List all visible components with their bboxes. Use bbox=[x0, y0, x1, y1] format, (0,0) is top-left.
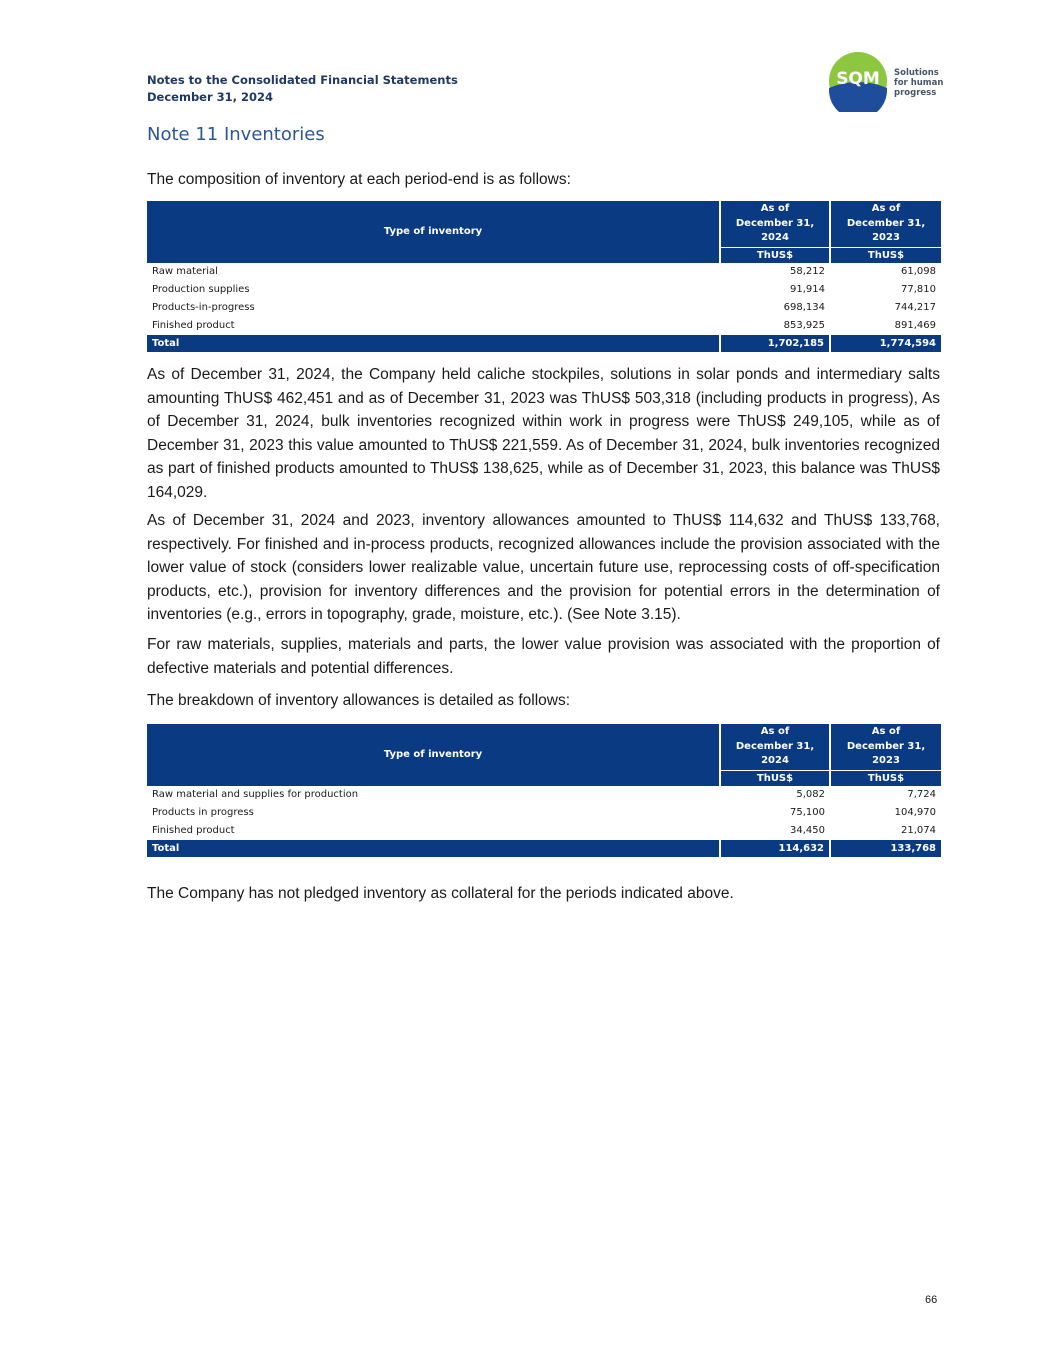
logo-tagline-line-2: for human bbox=[894, 78, 944, 88]
col-2023-line-2: December 31, bbox=[846, 217, 926, 229]
row-label: Products in progress bbox=[152, 806, 254, 818]
unit-2023-header: ThUS$ bbox=[830, 770, 941, 786]
col-2023-line-2: December 31, bbox=[846, 740, 926, 752]
logo-tagline-line-3: progress bbox=[894, 88, 937, 98]
col-2024-line-3: 2024 bbox=[761, 755, 789, 766]
value-2023: 77,810 bbox=[901, 283, 936, 295]
col-2023-header bbox=[830, 201, 941, 247]
logo-tagline-line-1: Solutions bbox=[894, 68, 939, 78]
value-2023: 21,074 bbox=[901, 824, 936, 836]
type-column-header: Type of inventory bbox=[147, 201, 720, 263]
col-2024-line-2: December 31, bbox=[735, 740, 815, 752]
total-label: Total bbox=[147, 335, 720, 352]
table-row bbox=[147, 317, 941, 335]
type-column-header: Type of inventory bbox=[147, 724, 720, 786]
header-date: December 31, 2024 bbox=[147, 90, 274, 104]
table-row bbox=[147, 299, 941, 317]
unit-2024-header: ThUS$ bbox=[720, 770, 830, 786]
col-2024-header bbox=[720, 201, 830, 247]
inventory-allowances-table bbox=[147, 724, 941, 857]
paragraph-raw-materials: For raw materials, supplies, materials and parts, the lower value provision was associated with the proportion of defective materials and potential differences. bbox=[147, 636, 940, 677]
logo-tagline bbox=[894, 68, 943, 98]
row-label: Raw material bbox=[152, 265, 218, 277]
sqm-logo-mark bbox=[828, 50, 892, 112]
total-2024: 114,632 bbox=[720, 840, 830, 857]
value-2023: 104,970 bbox=[894, 806, 936, 818]
table-row bbox=[147, 822, 941, 840]
total-row bbox=[147, 840, 941, 857]
table-row bbox=[147, 263, 941, 281]
value-2024: 58,212 bbox=[790, 265, 825, 277]
col-2023-line-1: As of bbox=[871, 203, 901, 214]
sqm-logo bbox=[828, 50, 946, 112]
value-2024: 34,450 bbox=[790, 824, 825, 836]
paragraph-allowances: As of December 31, 2024 and 2023, inventory allowances amounted to ThUS$ 114,632 and ThUS$ 133,768, respectively. For finished and in-process products, recognized allowances include the provision associated with the lower value of stock (considers lower realizable value, uncertain future use, reprocessing costs of off-specification products, etc.), provision for inventory differences and the provision for potential errors in the determination of inventories (e.g., errors in topography, grade, moisture, etc.). (See Note 3.15). bbox=[147, 512, 940, 623]
logo-mark-text: SQM bbox=[836, 69, 880, 89]
row-label: Production supplies bbox=[152, 283, 250, 295]
unit-2024-header: ThUS$ bbox=[720, 247, 830, 263]
value-2024: 5,082 bbox=[796, 788, 825, 800]
paragraph-breakdown-intro: The breakdown of inventory allowances is detailed as follows: bbox=[147, 692, 571, 709]
paragraph-stockpiles: As of December 31, 2024, the Company held caliche stockpiles, solutions in solar ponds and intermediary salts amounting ThUS$ 462,451 and as of December 31, 2023 was ThUS$ 503,318 (including products in progress), As of December 31, 2024, bulk inventories recognized within work in progress were ThUS$ 249,105, while as of December 31, 2023 this value amounted to ThUS$ 221,559. As of December 31, 2024, bulk inventories recognized as part of finished products amounted to ThUS$ 138,625, while as of December 31, 2023, this balance was ThUS$ 164,029. bbox=[147, 366, 940, 501]
header-title: Notes to the Consolidated Financial Statements bbox=[147, 73, 458, 87]
col-2023-line-3: 2023 bbox=[872, 755, 900, 766]
value-2023: 891,469 bbox=[894, 319, 936, 331]
document-header bbox=[147, 72, 458, 106]
table-row bbox=[147, 804, 941, 822]
note-title: Note 11 Inventories bbox=[147, 124, 325, 145]
value-2023: 7,724 bbox=[907, 788, 936, 800]
row-label: Finished product bbox=[152, 824, 235, 836]
col-2024-line-1: As of bbox=[760, 203, 790, 214]
col-2023-header bbox=[830, 724, 941, 770]
col-2023-line-1: As of bbox=[871, 726, 901, 737]
total-row bbox=[147, 335, 941, 352]
value-2024: 698,134 bbox=[783, 301, 825, 313]
value-2024: 91,914 bbox=[790, 283, 825, 295]
value-2023: 744,217 bbox=[894, 301, 936, 313]
table-row bbox=[147, 281, 941, 299]
inventory-composition-table bbox=[147, 201, 941, 352]
value-2023: 61,098 bbox=[901, 265, 936, 277]
total-label: Total bbox=[147, 840, 720, 857]
table-row bbox=[147, 786, 941, 804]
col-2024-header bbox=[720, 724, 830, 770]
intro-paragraph: The composition of inventory at each period-end is as follows: bbox=[147, 171, 571, 188]
row-label: Finished product bbox=[152, 319, 235, 331]
closing-paragraph: The Company has not pledged inventory as collateral for the periods indicated above. bbox=[147, 885, 734, 902]
col-2024-line-2: December 31, bbox=[735, 217, 815, 229]
row-label: Products-in-progress bbox=[152, 301, 255, 313]
value-2024: 853,925 bbox=[783, 319, 825, 331]
unit-2023-header: ThUS$ bbox=[830, 247, 941, 263]
total-2023: 133,768 bbox=[830, 840, 941, 857]
value-2024: 75,100 bbox=[790, 806, 825, 818]
total-2024: 1,702,185 bbox=[720, 335, 830, 352]
col-2024-line-3: 2024 bbox=[761, 232, 789, 243]
total-2023: 1,774,594 bbox=[830, 335, 941, 352]
row-label: Raw material and supplies for production bbox=[152, 788, 359, 800]
col-2023-line-3: 2023 bbox=[872, 232, 900, 243]
page-number: 66 bbox=[925, 1294, 938, 1306]
col-2024-line-1: As of bbox=[760, 726, 790, 737]
